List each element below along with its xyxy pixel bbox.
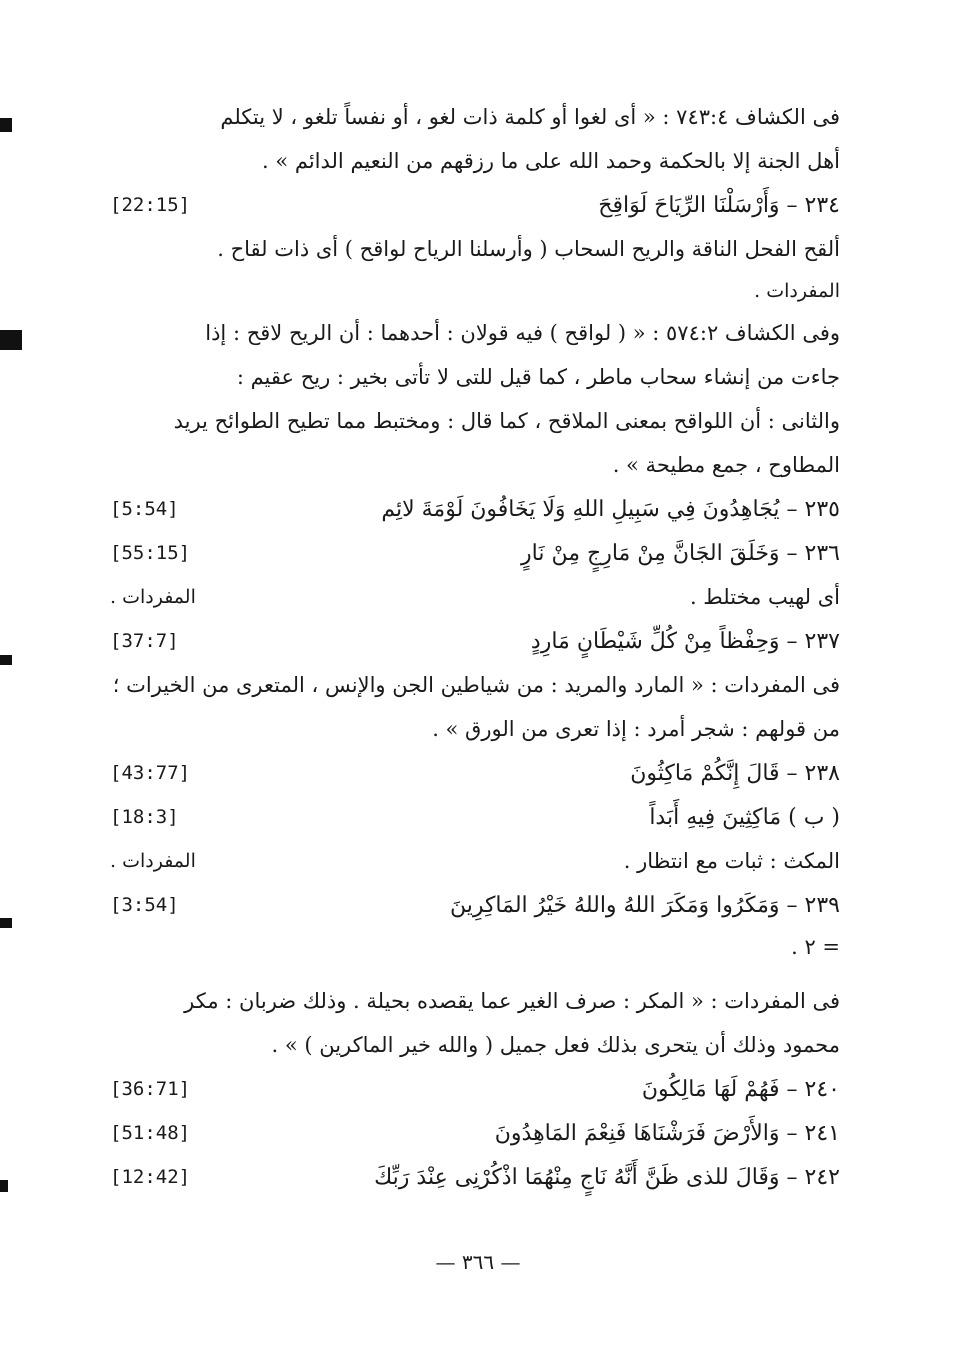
scan-mark — [0, 918, 12, 928]
text-line: جاءت من إنشاء سحاب ماطر ، كما قيل للتى لا تأتى بخير : ريح عقيم : — [236, 365, 840, 389]
verse-line: ٢٤٢ – وَقَالَ للذى ظَنَّ أَنَّهُ نَاجٍ مِنْهُمَا اذْكُرْنِى عِنْدَ رَبِّكَ [12:42] — [110, 1155, 840, 1199]
text-line: أى لهيب مختلط . المفردات . — [110, 575, 840, 619]
verse-reference: [18:3] — [110, 806, 179, 828]
verse-line: ٢٣٤ – وَأَرْسَلْنَا الرِّيَاحَ لَوَاقِحَ [22:15] — [110, 183, 840, 227]
text-line: فى الكشاف ٧٤٣:٤ : « أى لغوا أو كلمة ذات لغو ، أو نفساً تلغو ، لا يتكلم — [220, 105, 840, 129]
text-line: المكث : ثبات مع انتظار . المفردات . — [110, 839, 840, 883]
text-line: المطاوح ، جمع مطيحة » . — [612, 453, 840, 477]
text-line: فى المفردات : « المارد والمريد : من شياطين الجن والإنس ، المتعرى من الخيرات ؛ — [112, 673, 840, 697]
text-line: وفى الكشاف ٥٧٤:٢ : « ( لواقح ) فيه قولان : أحدهما : أن الريح لاقح : إذا — [205, 321, 840, 345]
scan-mark — [0, 330, 22, 350]
text-line: محمود وذلك أن يتحرى بذلك فعل جميل ( والله خير الماكرين ) » . — [271, 1033, 840, 1057]
text-line: والثانى : أن اللواقح بمعنى الملاقح ، كما قال : ومختبط مما تطيح الطوائح يريد — [173, 409, 840, 433]
verse-line: ( ب ) مَاكِثِينَ فِيهِ أَبَداً [18:3] — [110, 795, 840, 839]
verse-reference: [37:7] — [110, 630, 179, 652]
page-body — [110, 95, 840, 1199]
verse-line: ٢٤٠ – فَهُمْ لَهَا مَالِكُونَ [36:71] — [110, 1067, 840, 1111]
spacer — [110, 967, 840, 979]
verse-reference: [12:42] — [110, 1166, 191, 1188]
verse-line: ٢٣٩ – وَمَكَرُوا وَمَكَرَ اللهُ واللهُ خَيْرُ المَاكِرِينَ [3:54] — [110, 883, 840, 927]
verse-reference: [22:15] — [110, 194, 191, 216]
text-line: فى المفردات : « المكر : صرف الغير عما يقصده بحيلة . وذلك ضربان : مكر — [184, 989, 840, 1013]
verse-line: ٢٣٧ – وَحِفْظاً مِنْ كُلِّ شَيْطَانٍ مَارِدٍ [37:7] — [110, 619, 840, 663]
scan-mark — [0, 118, 12, 132]
text-line: ألقح الفحل الناقة والريح السحاب ( وأرسلنا الرياح لواقح ) أى ذات لقاح . — [217, 237, 840, 261]
verse-reference: [43:77] — [110, 762, 191, 784]
scan-mark — [0, 1180, 8, 1192]
source-label: المفردات . — [110, 586, 196, 608]
text-line: أهل الجنة إلا بالحكمة وحمد الله على ما رزقهم من النعيم الدائم » . — [261, 149, 840, 173]
verse-reference: [3:54] — [110, 894, 179, 916]
text-line: من قولهم : شجر أمرد : إذا تعرى من الورق » . — [432, 717, 840, 741]
verse-line: ٢٤١ – وَالأَرْضَ فَرَشْنَاهَا فَنِعْمَ المَاهِدُونَ [51:48] — [110, 1111, 840, 1155]
scan-mark — [0, 655, 12, 665]
source-label: المفردات . — [110, 850, 196, 872]
verse-line: ٢٣٨ – قَالَ إِنَّكُمْ مَاكِثُونَ [43:77] — [110, 751, 840, 795]
verse-line: ٢٣٦ – وَخَلَقَ الجَانَّ مِنْ مَارِجٍ مِنْ نَارٍ [55:15] — [110, 531, 840, 575]
source-label: المفردات . — [754, 280, 840, 302]
text-line: = ٢ . — [791, 935, 840, 959]
verse-reference: [36:71] — [110, 1078, 191, 1100]
verse-line: ٢٣٥ – يُجَاهِدُونَ فِي سَبِيلِ اللهِ وَلَا يَخَافُونَ لَوْمَةَ لائِم [5:54] — [110, 487, 840, 531]
verse-reference: [5:54] — [110, 498, 179, 520]
source-line — [110, 271, 840, 311]
verse-reference: [55:15] — [110, 542, 191, 564]
page-number: — ٣٦٦ — — [435, 1250, 521, 1274]
verse-reference: [51:48] — [110, 1122, 191, 1144]
